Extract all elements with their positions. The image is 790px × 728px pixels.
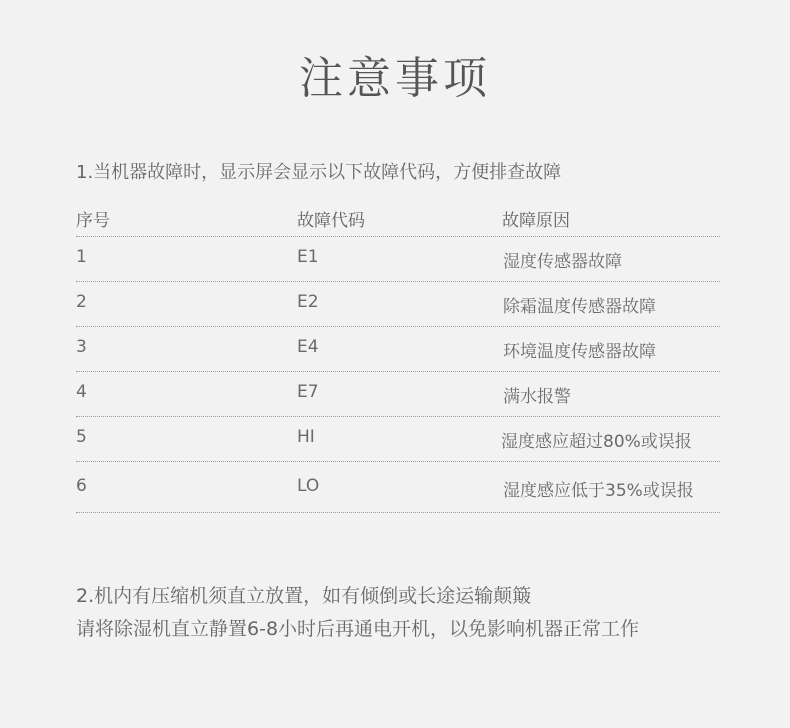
row-reason: 环境温度传感器故障: [503, 342, 656, 362]
table-row: [76, 372, 720, 417]
row-reason: 湿度传感器故障: [503, 252, 622, 272]
row-code: E4: [297, 337, 319, 357]
storage-note-line2: 请将除湿机直立静置6-8小时后再通电开机，以免影响机器正常工作: [76, 618, 640, 640]
header-number: 序号: [76, 211, 110, 231]
fault-code-table: [76, 200, 720, 513]
header-fault-reason: 故障原因: [502, 211, 570, 231]
table-row: [76, 327, 720, 372]
row-number: 4: [76, 382, 87, 402]
header-fault-code: 故障代码: [297, 211, 365, 231]
storage-note-line1: 2.机内有压缩机须直立放置，如有倾倒或长途运输颠簸: [76, 585, 532, 607]
row-code: LO: [297, 476, 320, 496]
row-reason: 湿度感应低于35%或误报: [503, 481, 694, 501]
row-code: E1: [297, 247, 319, 267]
table-row: [76, 237, 720, 282]
fault-code-intro: 1.当机器故障时，显示屏会显示以下故障代码，方便排查故障: [76, 162, 562, 183]
page-title: 注意事项: [299, 53, 491, 104]
row-number: 1: [76, 247, 87, 267]
row-reason: 满水报警: [503, 387, 571, 407]
table-header: [76, 200, 720, 237]
table-row: [76, 417, 720, 462]
row-code: HI: [297, 427, 315, 447]
row-number: 6: [76, 476, 87, 496]
storage-note: [76, 580, 639, 646]
row-code: E7: [297, 382, 319, 402]
row-number: 5: [76, 427, 87, 447]
row-number: 3: [76, 337, 87, 357]
table-row: [76, 282, 720, 327]
row-reason: 除霜温度传感器故障: [503, 297, 656, 317]
row-number: 2: [76, 292, 87, 312]
table-row: [76, 462, 720, 513]
row-reason: 湿度感应超过80%或误报: [501, 432, 692, 452]
row-code: E2: [297, 292, 319, 312]
